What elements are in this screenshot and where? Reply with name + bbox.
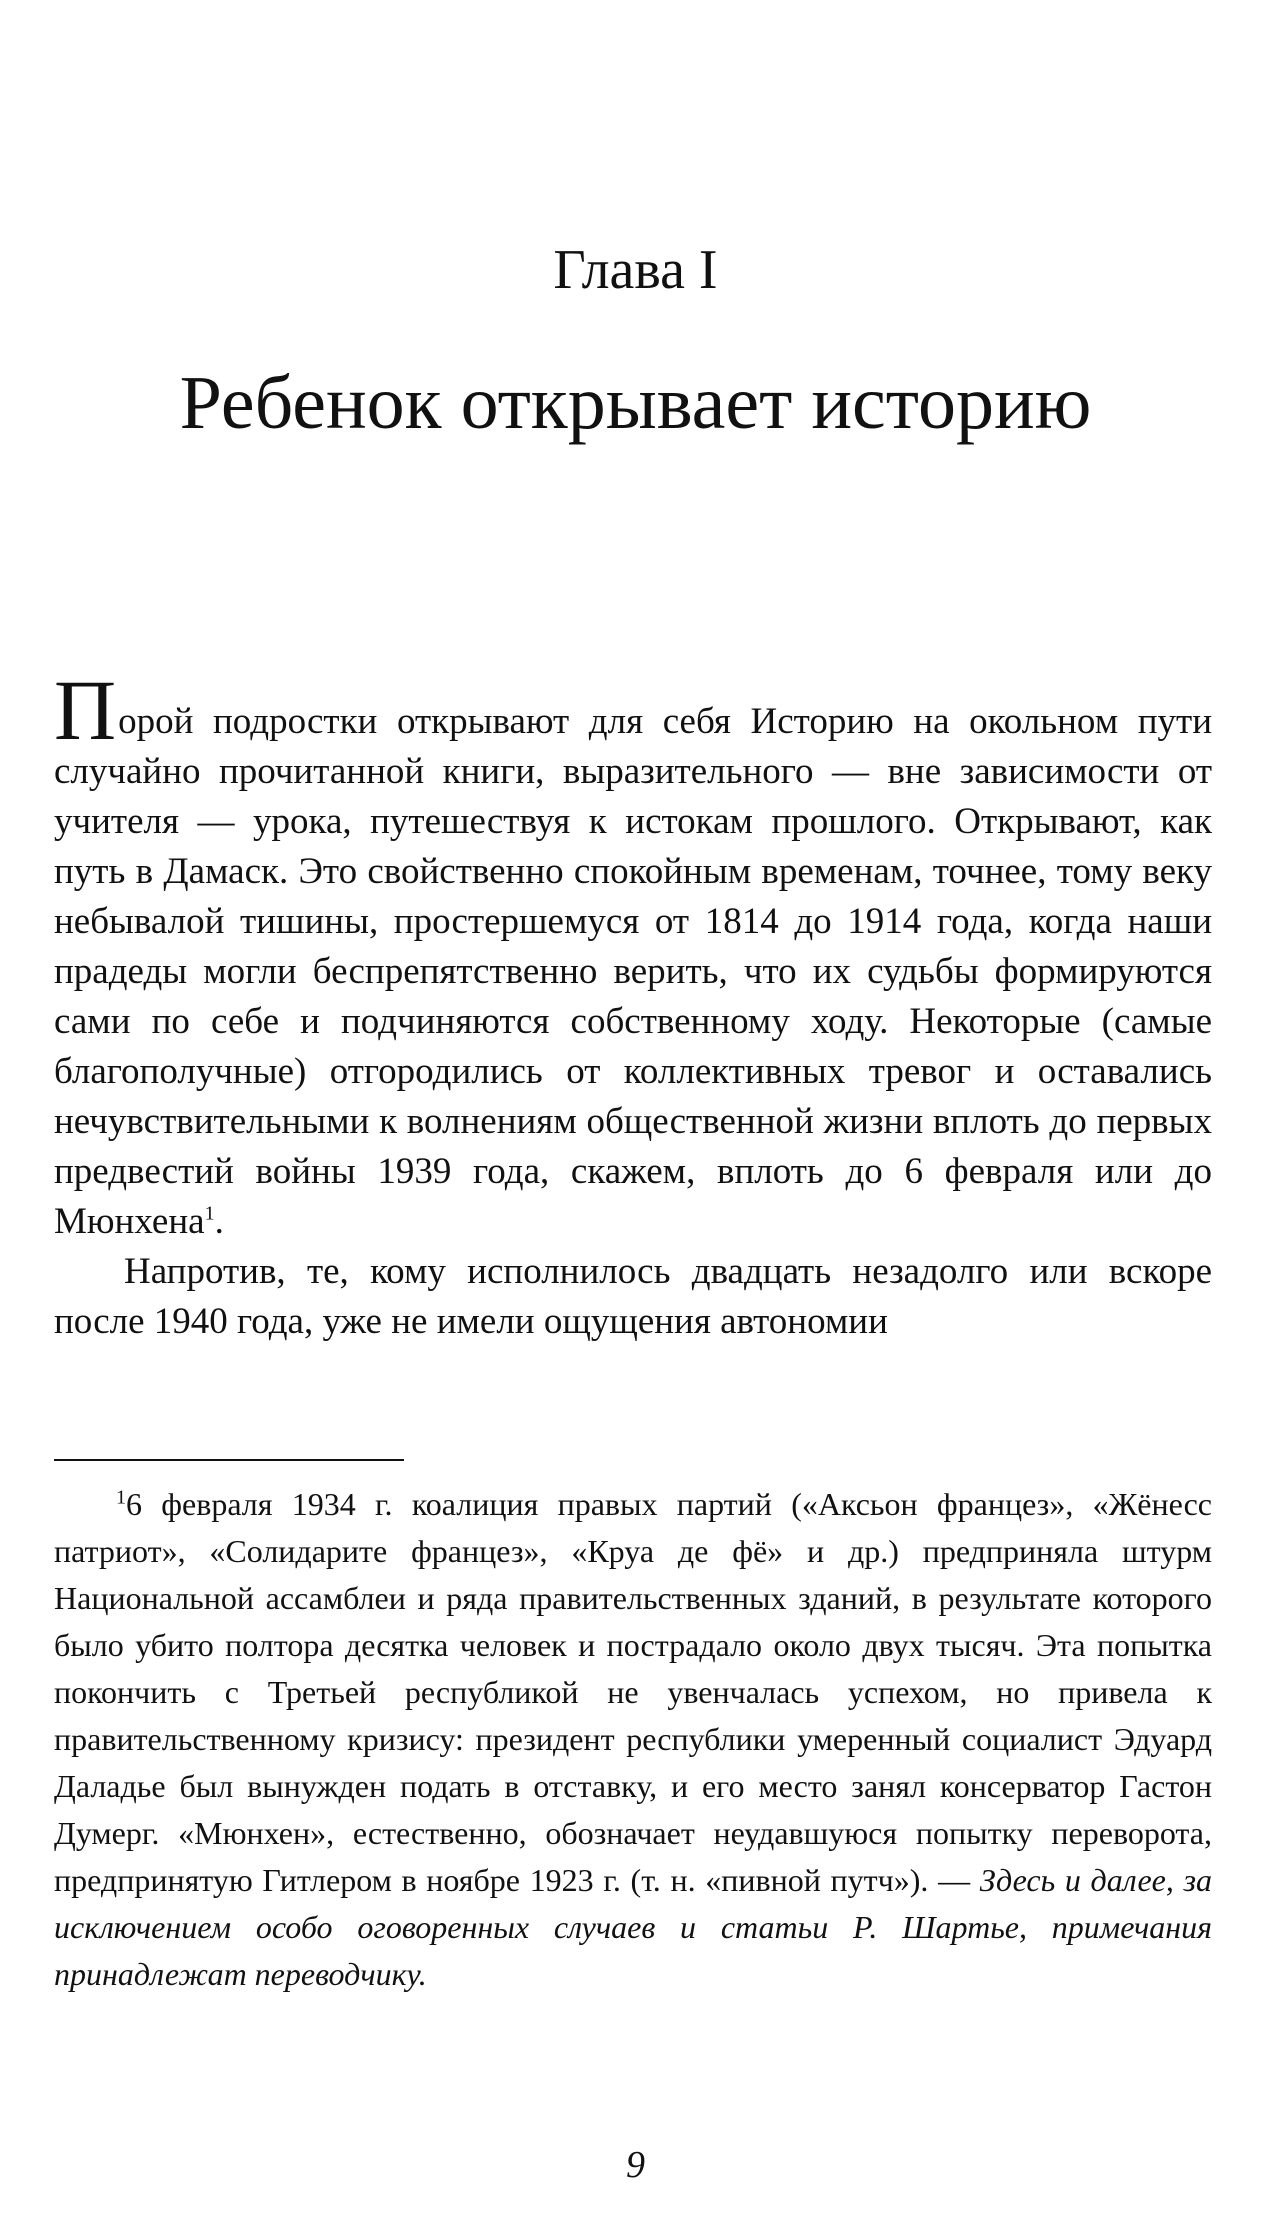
chapter-label: Глава I: [553, 239, 718, 301]
paragraph-1: [54, 662, 1212, 1247]
footnote-divider: [54, 1459, 404, 1461]
footnote-mark: 1: [116, 1486, 126, 1509]
footnote-translator-note: Здесь и далее, за исключением особо оговоренных случаев и статьи Р. Шартье, примечания принадлежат переводчику.: [54, 1862, 1213, 1992]
footnote-reference[interactable]: 1: [204, 1202, 215, 1225]
drop-cap: П: [54, 662, 117, 758]
main-text: [54, 662, 1212, 1347]
footnote-text: 6 февраля 1934 г. коалиция правых партий («Аксьон францез», «Жёнесс патриот», «Солидарите францез», «Круа де фё» и др.) предприняла штурм Национальной ассамблеи и ряда правительственных зданий, в результате которого было убито полтора десятка человек и пострадало около двух тысяч. Эта попытка покончить с Третьей республикой не увенчалась успехом, но привела к правительственному кризису: президент республики умеренный социалист Эдуард Даладье был вынужден подать в отставку, и его место занял консерватор Гастон Думерг. «Мюнхен», естественно, обозначает неудавшуюся попытку переворота, предпринятую Гитлером в ноябре 1923 г. (т. н. «пивной путч»). —: [54, 1486, 1212, 1898]
paragraph-1-text: орой подростки открывают для себя Историю на окольном пути случайно прочитанной книги, выразительного — вне зависимости от учителя — урока, путешествуя к истокам прошлого. Открывают, как путь в Дамаск. Это свойственно спокойным временам, точнее, тому веку небывалой тишины, простершемуся от 1814 до 1914 года, когда наши прадеды могли беспрепятственно верить, что их судьбы формируются сами по себе и подчиняются собственному ходу. Некоторые (самые благополучные) отгородились от коллективных тревог и оставались нечувствительными к волнениям общественной жизни вплоть до первых предвестий войны 1939 года, скажем, вплоть до 6 февраля или до Мюнхена: [54, 701, 1212, 1242]
footnote: [54, 1481, 1212, 1998]
chapter-title: Ребенок открывает историю: [179, 361, 1092, 445]
paragraph-1-end: .: [214, 1201, 224, 1242]
page-number: 9: [626, 2144, 645, 2186]
paragraph-2: Напротив, те, кому исполнилось двадцать незадолго или вскоре после 1940 года, уже не имели ощущения автономии: [54, 1251, 1212, 1342]
